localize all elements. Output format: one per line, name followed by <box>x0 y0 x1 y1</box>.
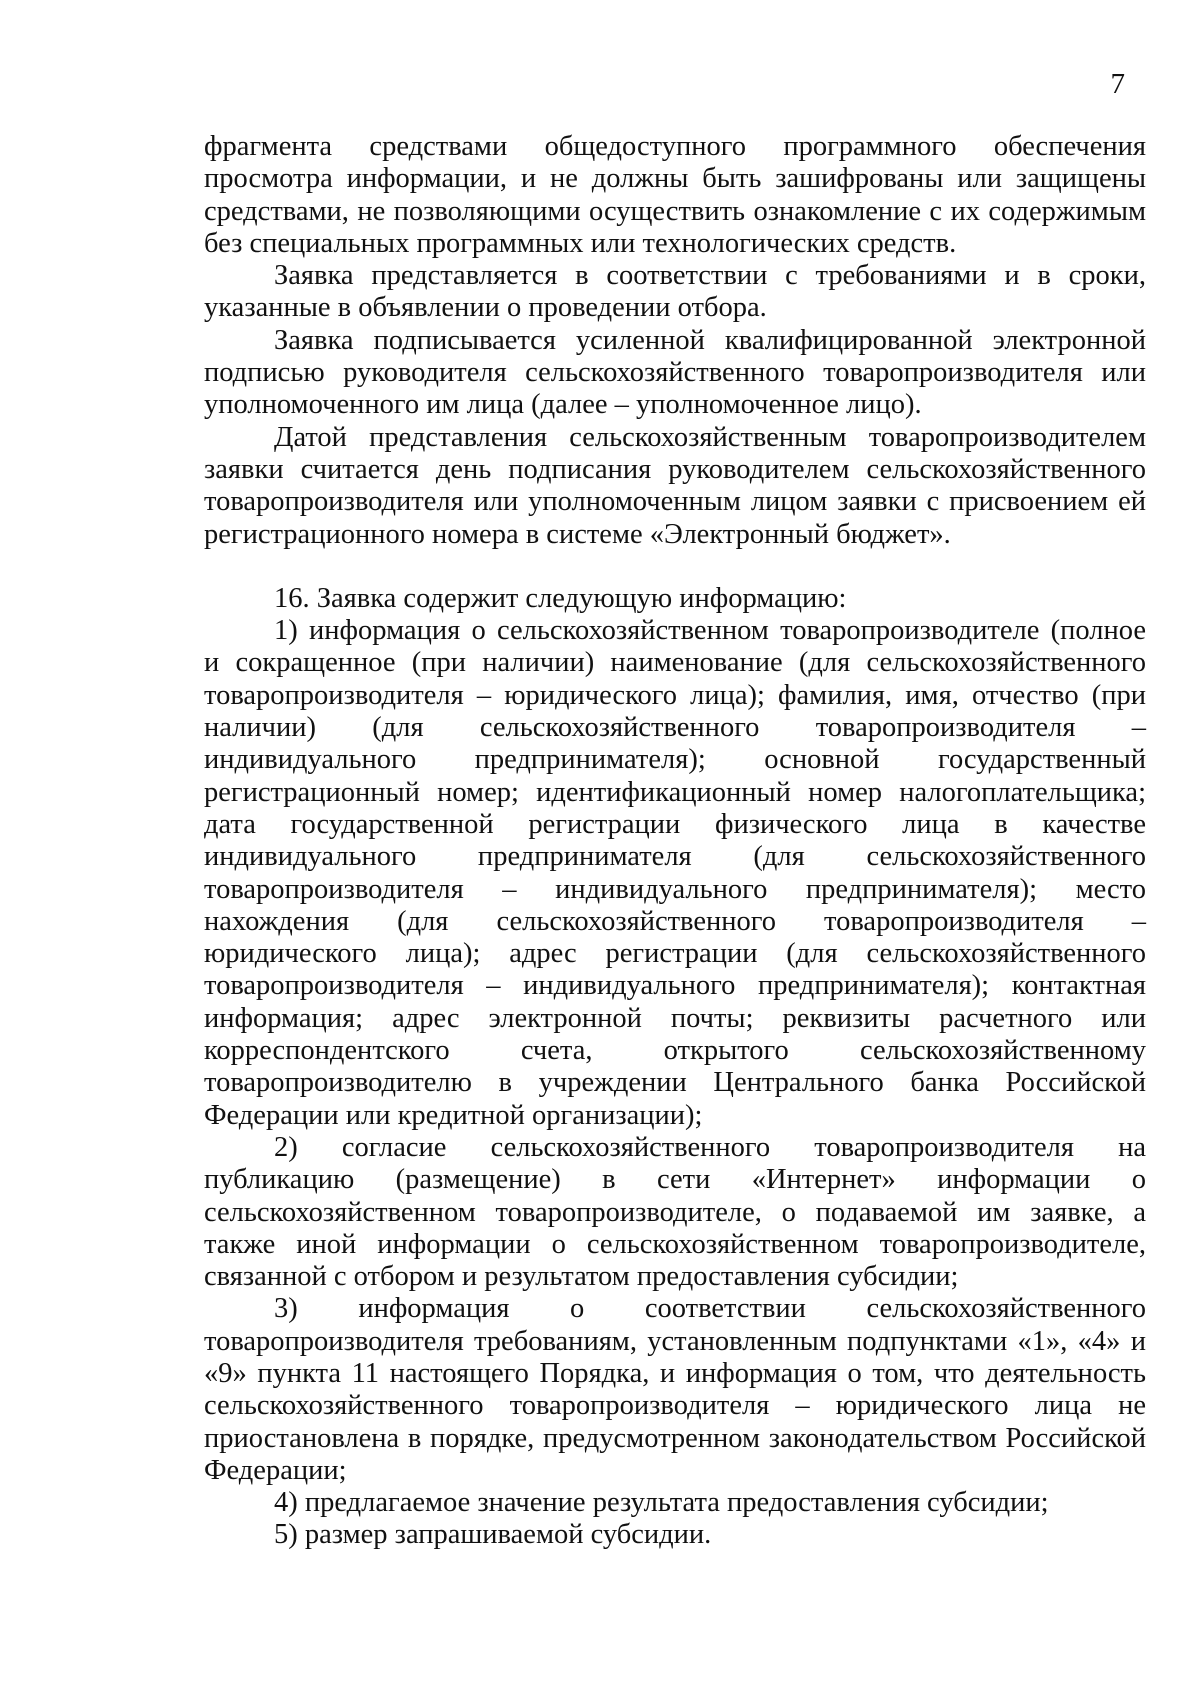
list-item-1: 1) информация о сельскохозяйственном товаропроизводителе (полное и сокращенное (при наличии) наименование (для сельскохозяйственного товаропроизводителя – юридического лица); фамилия, имя, отчество (при наличии) (для сельскохозяйственного товаропроизводителя – индивидуального предпринимателя); основной государственный регистрационный номер; идентификационный номер налогоплательщика; дата государственной регистрации физического лица в качестве индивидуального предпринимателя (для сельскохозяйственного товаропроизводителя – индивидуального предпринимателя); место нахождения (для сельскохозяйственного товаропроизводителя – юридического лица); адрес регистрации (для сельскохозяйственного товаропроизводителя – индивидуального предпринимателя); контактная информация; адрес электронной почты; реквизиты расчетного или корреспондентского счета, открытого сельскохозяйственному товаропроизводителю в учреждении Центрального банка Российской Федерации или кредитной организации); <box>204 615 1146 1131</box>
paragraph-continuation: фрагмента средствами общедоступного программного обеспечения просмотра информации, и не должны быть зашифрованы или защищены средствами, не позволяющими осуществить ознакомление с их содержимым без специальных программных или технологических средств. <box>204 131 1146 259</box>
paragraph-submission-terms: Заявка представляется в соответствии с требованиями и в сроки, указанные в объявлении о проведении отбора. <box>204 260 1146 324</box>
list-item-4: 4) предлагаемое значение результата предоставления субсидии; <box>274 1487 1049 1519</box>
paragraph-signature: Заявка подписывается усиленной квалифицированной электронной подписью руководителя сельскохозяйственного товаропроизводителя или уполномоченного им лица (далее – уполномоченное лицо). <box>204 324 1146 421</box>
document-body <box>204 131 1146 1552</box>
section-16-heading: 16. Заявка содержит следующую информацию: <box>274 582 847 614</box>
list-item-2: 2) согласие сельскохозяйственного товаропроизводителя на публикацию (размещение) в сети «Интернет» информации о сельскохозяйственном товаропроизводителе, о подаваемой им заявке, а также иной информации о сельскохозяйственном товаропроизводителе, связанной с отбором и результатом предоставления субсидии; <box>204 1131 1146 1293</box>
list-item-5: 5) размер запрашиваемой субсидии. <box>274 1519 712 1551</box>
paragraph-submission-date: Датой представления сельскохозяйственным товаропроизводителем заявки считается день подписания руководителем сельскохозяйственного товаропроизводителя или уполномоченным лицом заявки с присвоением ей регистрационного номера в системе «Электронный бюджет». <box>204 421 1146 550</box>
list-item-3: 3) информация о соответствии сельскохозяйственного товаропроизводителя требованиям, установленным подпунктами «1», «4» и «9» пункта 11 настоящего Порядка, и информация о том, что деятельность сельскохозяйственного товаропроизводителя – юридического лица не приостановлена в порядке, предусмотренном законодательством Российской Федерации; <box>204 1293 1146 1486</box>
page-number: 7 <box>1110 68 1125 100</box>
